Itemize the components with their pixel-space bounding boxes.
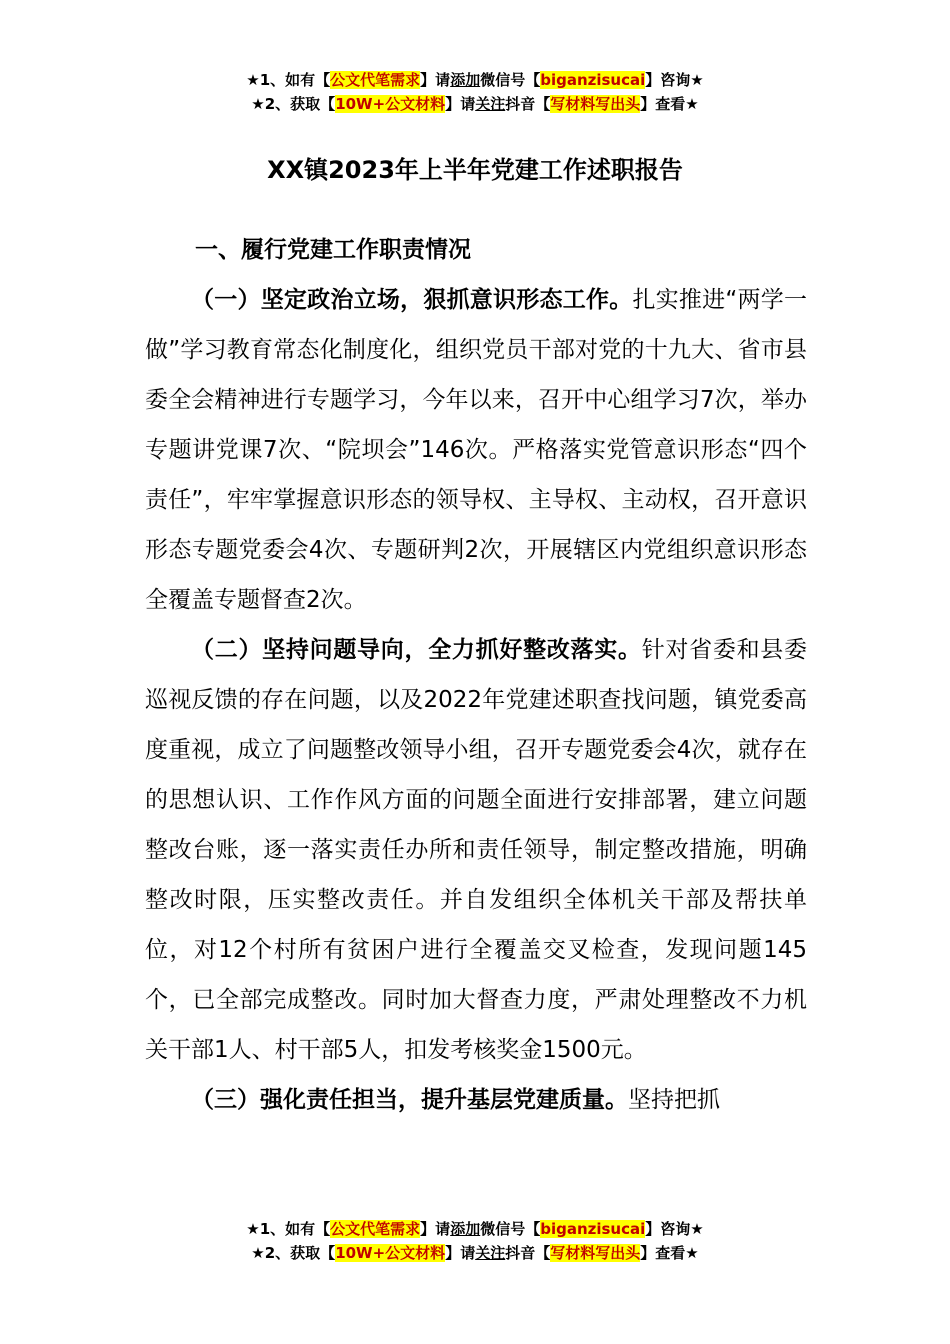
paragraph-lead: （三）强化责任担当，提升基层党建质量。 — [191, 1087, 628, 1113]
paragraph-text: 扎实推进“两学一做”学习教育常态化制度化，组织党员干部对党的十九大、省市县委全会精神进行专题学习，今年以来，召开中心组学习7次，举办专题讲党课7次、“院坝会”146次。严格落实党管意识形态“四个责任”，牢牢掌握意识形态的领导权、主导权、主动权，召开意识形态专题党委会4次、专题研判2次，开展辖区内党组织意识形态全覆盖专题督查2次。 — [145, 287, 808, 613]
banner-text: ★1、如有【 — [246, 71, 331, 89]
banner-text: 】咨询★ — [645, 1220, 704, 1238]
banner-line-1 — [0, 1217, 950, 1241]
banner-underline: 添加 — [450, 71, 481, 89]
banner-text: 】咨询★ — [645, 71, 704, 89]
banner-underline: 关注 — [475, 1244, 506, 1262]
banner-highlight: 公文代笔需求 — [330, 1220, 421, 1238]
banner-text: 抖音【 — [505, 1244, 551, 1262]
banner-text: 微信号【 — [480, 1220, 541, 1238]
paragraph-lead: （二）坚持问题导向，全力抓好整改落实。 — [191, 637, 642, 663]
paragraph-text: 针对省委和县委巡视反馈的存在问题，以及2022年党建述职查找问题，镇党委高度重视，成立了问题整改领导小组，召开专题党委会4次，就存在的思想认识、工作作风方面的问题全面进行安排部署，建立问题整改台账，逐一落实责任办所和责任领导，制定整改措施，明确整改时限，压实整改责任。并自发组织全体机关干部及帮扶单位，对12个村所有贫困户进行全覆盖交叉检查，发现问题145个，已全部完成整改。同时加大督查力度，严肃处理整改不力机关干部1人、村干部5人，扣发考核奖金1500元。 — [145, 637, 808, 1063]
banner-highlight: 10W+公文材料 — [335, 95, 446, 113]
banner-highlight: 公文代笔需求 — [330, 71, 421, 89]
paragraph-2 — [145, 625, 807, 1075]
document-body — [145, 225, 807, 1125]
banner-text: 】请 — [420, 1220, 451, 1238]
banner-highlight: biganzisucai — [540, 1220, 646, 1238]
paragraph-3 — [145, 1075, 807, 1125]
banner-underline: 关注 — [475, 95, 506, 113]
banner-text: 】请 — [445, 95, 476, 113]
footer-banner — [0, 1217, 950, 1265]
banner-text: 微信号【 — [480, 71, 541, 89]
banner-underline: 添加 — [450, 1220, 481, 1238]
banner-text: ★1、如有【 — [246, 1220, 331, 1238]
document-title: XX镇2023年上半年党建工作述职报告 — [267, 156, 683, 184]
banner-line-2 — [0, 1241, 950, 1265]
banner-text: 】请 — [420, 71, 451, 89]
banner-text: 】请 — [445, 1244, 476, 1262]
banner-line-1 — [0, 68, 950, 92]
header-banner — [0, 68, 950, 116]
banner-text: 】查看★ — [640, 1244, 699, 1262]
banner-line-2 — [0, 92, 950, 116]
banner-highlight: 写材料写出头 — [550, 95, 641, 113]
banner-text: 】查看★ — [640, 95, 699, 113]
banner-text: ★2、获取【 — [251, 95, 336, 113]
banner-highlight: 10W+公文材料 — [335, 1244, 446, 1262]
paragraph-1 — [145, 275, 807, 625]
banner-highlight: biganzisucai — [540, 71, 646, 89]
banner-highlight: 写材料写出头 — [550, 1244, 641, 1262]
banner-text: ★2、获取【 — [251, 1244, 336, 1262]
banner-text: 抖音【 — [505, 95, 551, 113]
paragraph-lead: （一）坚定政治立场，狠抓意识形态工作。 — [191, 287, 633, 313]
paragraph-text: 坚持把抓 — [628, 1087, 720, 1113]
section-heading: 一、履行党建工作职责情况 — [195, 237, 471, 263]
